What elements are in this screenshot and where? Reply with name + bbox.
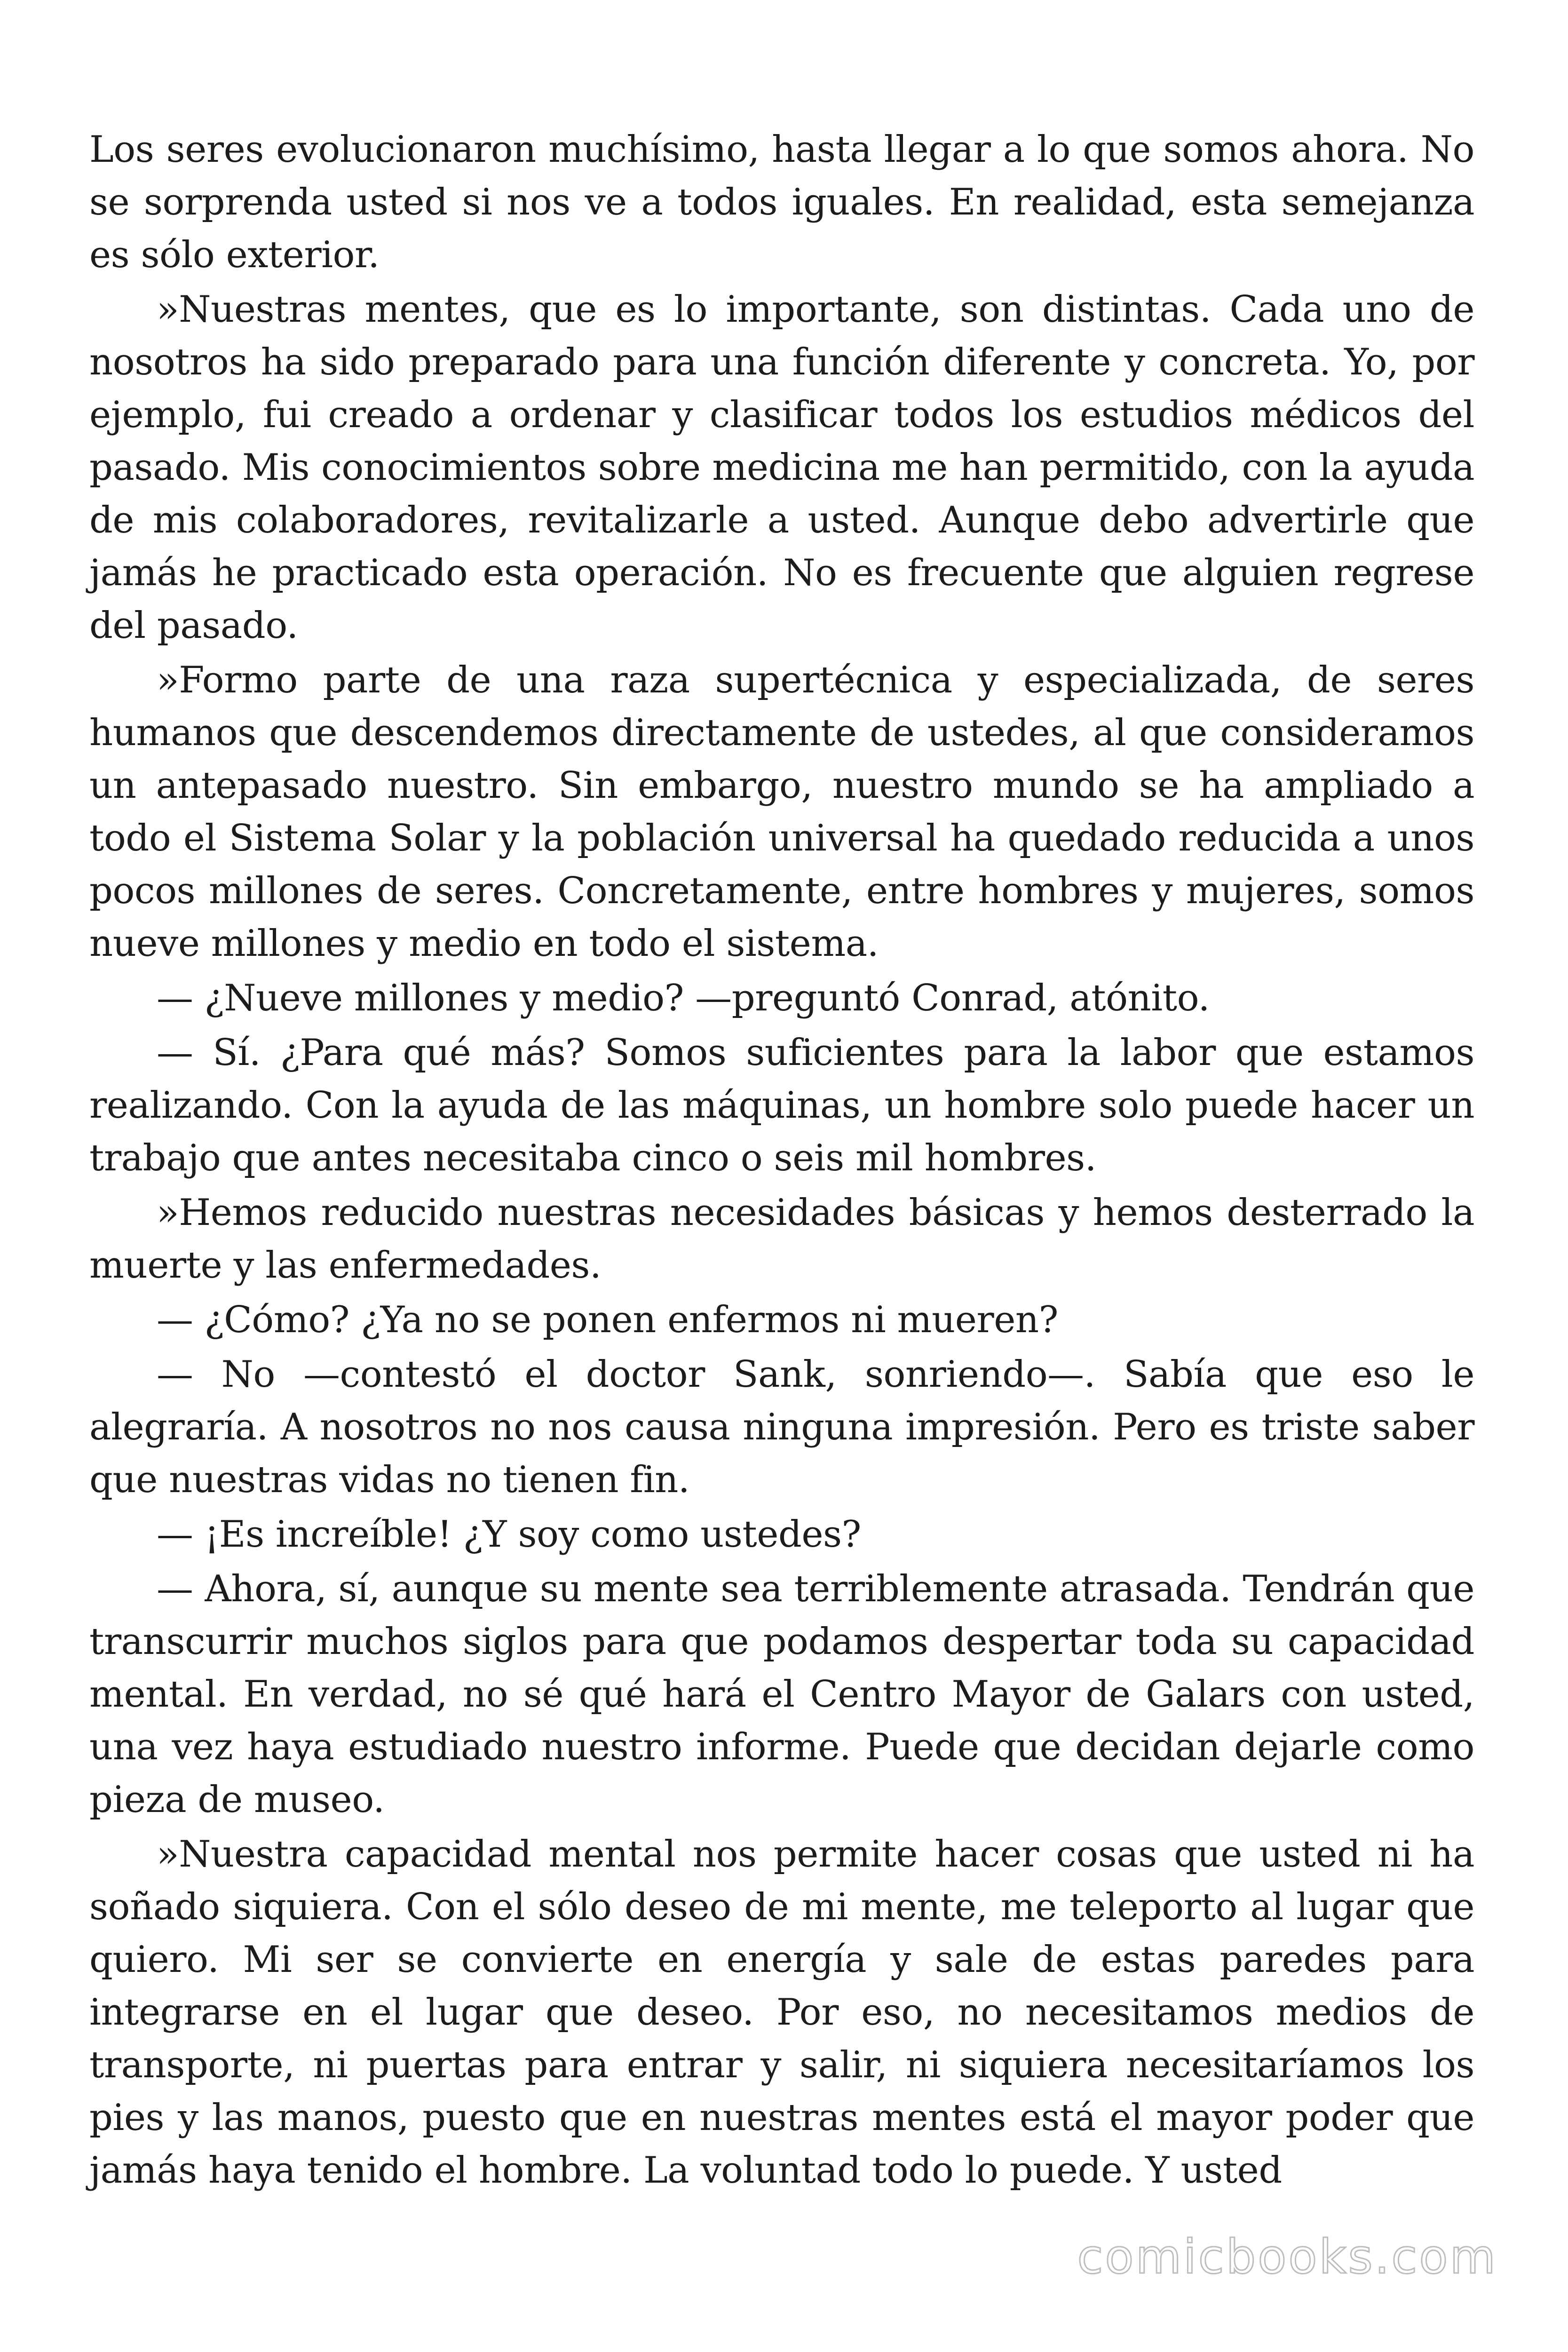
dialogue-line: — No —contestó el doctor Sank, sonriendo—. Sabía que eso le alegraría. A nosotros no nos causa ninguna impresión. Pero es triste saber que nuestras vidas no tienen fin. [89, 1353, 1474, 1501]
document-body [89, 123, 1474, 2199]
dialogue-line: — Ahora, sí, aunque su mente sea terriblemente atrasada. Tendrán que transcurrir muchos siglos para que podamos despertar toda su capacidad mental. En verdad, no sé qué hará el Centro Mayor de Galars con usted, una vez haya estudiado nuestro informe. Puede que decidan dejarle como pieza de museo. [89, 1568, 1474, 1821]
paragraph: »Nuestras mentes, que es lo importante, son distintas. Cada uno de nosotros ha sido preparado para una función diferente y concreta. Yo, por ejemplo, fui creado a ordenar y clasificar todos los estudios médicos del pasado. Mis conocimientos sobre medicina me han permitido, con la ayuda de mis colaboradores, revitalizarle a usted. Aunque debo advertirle que jamás he practicado esta operación. No es frecuente que alguien regrese del pasado. [89, 288, 1474, 647]
dialogue-line: — Sí. ¿Para qué más? Somos suficientes para la labor que estamos realizando. Con la ayuda de las máquinas, un hombre solo puede hacer un trabajo que antes necesitaba cinco o seis mil hombres. [89, 1032, 1474, 1179]
dialogue-line: — ¿Nueve millones y medio? —preguntó Conrad, atónito. [157, 977, 1210, 1019]
dialogue-line: — ¡Es increíble! ¿Y soy como ustedes? [157, 1513, 861, 1556]
paragraph: »Nuestra capacidad mental nos permite hacer cosas que usted ni ha soñado siquiera. Con el sólo deseo de mi mente, me teleporto al lugar que quiero. Mi ser se convierte en energía y sale de estas paredes para integrarse en el lugar que deseo. Por eso, no necesitamos medios de transporte, ni puertas para entrar y salir, ni siquiera necesitaríamos los pies y las manos, puesto que en nuestras mentes está el mayor poder que jamás haya tenido el hombre. La voluntad todo lo puede. Y usted [89, 1833, 1474, 2192]
paragraph: Los seres evolucionaron muchísimo, hasta llegar a lo que somos ahora. No se sorprenda usted si nos ve a todos iguales. En realidad, esta semejanza es sólo exterior. [89, 128, 1474, 276]
dialogue-line: — ¿Cómo? ¿Ya no se ponen enfermos ni mueren? [157, 1299, 1058, 1341]
paragraph: »Hemos reducido nuestras necesidades básicas y hemos desterrado la muerte y las enfermedades. [89, 1192, 1474, 1287]
paragraph: »Formo parte de una raza supertécnica y especializada, de seres humanos que descendemos directamente de ustedes, al que consideramos un antepasado nuestro. Sin embargo, nuestro mundo se ha ampliado a todo el Sistema Solar y la población universal ha quedado reducida a unos pocos millones de seres. Concretamente, entre hombres y mujeres, somos nueve millones y medio en todo el sistema. [89, 659, 1474, 965]
watermark: comicbooks.com [1077, 2229, 1497, 2284]
